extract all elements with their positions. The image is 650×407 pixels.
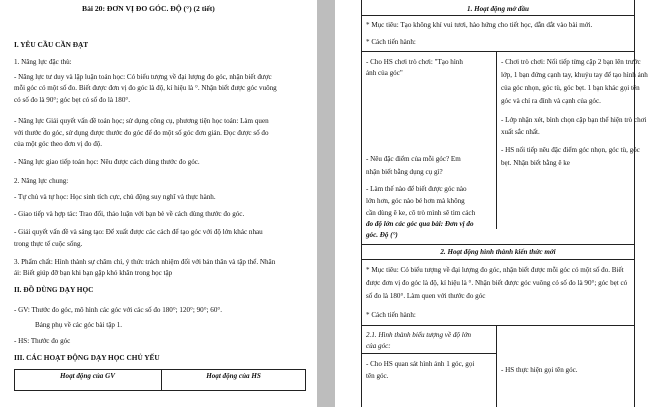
column-divider — [496, 325, 497, 407]
teacher-activity-line: ảnh của góc" — [366, 69, 403, 77]
objective-text: * Mục tiêu: Tạo không khí vui tươi, hào hứng cho tiết học, dẫn dắt vào bài mới. — [366, 21, 593, 29]
paragraph-line: - Tự chủ và tự học: Học sinh tích cực, chủ động suy nghĩ và thực hành. — [14, 193, 216, 201]
paragraph-line: - Năng lực Giải quyết vấn đề toán học; sử dụng công cụ, phương tiện học toán: Làm quen — [14, 117, 269, 125]
student-activity-line: lớp, 1 bạn đứng cạnh tay, khuỷu tay để tạo hình ảnh — [501, 71, 648, 79]
left-page — [0, 0, 317, 407]
student-activity-line: góc và chỉ ra đỉnh và cạnh của góc. — [501, 97, 601, 105]
teacher-activity-line: của góc: — [366, 342, 391, 350]
activity-heading-opening: 1. Hoạt động mở đầu — [467, 5, 529, 13]
section-heading-requirements: I. YÊU CẦU CẦN ĐẠT — [14, 40, 89, 49]
procedure-label: * Cách tiến hành: — [366, 38, 416, 46]
paragraph-line: - Giao tiếp và hợp tác: Trao đổi, thảo luận với bạn bè về cách dùng thước đo góc. — [14, 210, 245, 218]
lesson-title: Bài 20: ĐƠN VỊ ĐO GÓC. ĐỘ (°) (2 tiết) — [82, 4, 215, 13]
teacher-activity-line: nhận biết bằng dụng cụ gì? — [366, 168, 443, 176]
paragraph-line: mỗi góc có một số đo. Biết được đơn vị đo góc là độ, kí hiệu là °. Nhận biết được góc vuông — [14, 84, 277, 92]
paragraph-line: - Giải quyết vấn đề và sáng tạo: Để xuất được các cách để tạo góc với độ lớn khác nhau — [14, 228, 263, 236]
column-header-student: Hoạt động của HS — [206, 372, 261, 380]
objective-text: được đơn vị đo góc là độ, kí hiệu là °. Nhận biết được góc vuông có số đo là 90°; góc bẹt có — [366, 279, 628, 287]
column-divider — [496, 51, 497, 229]
student-activity-line: bẹt. Nhận biết bằng ê ke — [501, 159, 570, 167]
student-activity-line: - HS nối tiếp nêu đặc điểm góc nhọn, góc tù, góc — [501, 146, 640, 154]
teacher-activity-line: - Cho HS chơi trò chơi: "Tạo hình — [366, 58, 463, 66]
section-heading-materials: II. ĐỒ DÙNG DẠY HỌC — [14, 285, 94, 294]
row-divider — [361, 353, 496, 354]
paragraph-line: - Năng lực tư duy và lập luận toán học: Có biểu tượng về đại lượng đo góc, nhận biết được — [14, 73, 272, 81]
activity-heading-new-knowledge: 2. Hoạt động hình thành kiến thức mới — [440, 248, 556, 256]
paragraph-line: Bảng phụ về các góc bài tập 1. — [35, 321, 123, 329]
paragraph-line: trong thực tế cuộc sống. — [14, 240, 83, 248]
right-page — [335, 0, 650, 407]
teacher-activity-line: tên góc. — [366, 372, 389, 380]
teacher-activity-line: 2.1. Hình thành biểu tượng về độ lớn — [366, 331, 472, 339]
student-activity-line: - Lớp nhận xét, bình chọn cặp bạn thể hiện trò chơi — [501, 116, 647, 124]
student-activity-line: của góc nhọn, góc tù, góc bẹt. 1 bạn khác gọi tên — [501, 84, 640, 92]
teacher-activity-line: góc. Độ (°) — [366, 231, 398, 239]
procedure-label: * Cách tiến hành: — [366, 311, 416, 319]
paragraph-line: ái: Biết giúp đỡ bạn khi bạn gặp khó khăn trong học tập — [14, 269, 173, 277]
teacher-activity-line: cần dùng ê ke, cô trò mình sẽ tìm cách — [366, 209, 476, 217]
student-activity-line: xuất sắc nhất. — [501, 128, 540, 136]
subheading-specific-competence: 1. Năng lực đặc thù: — [14, 58, 72, 66]
objective-text: * Mục tiêu: Có biểu tượng về đại lượng đo góc, nhận biết được mỗi góc có một số đo. Biết — [366, 266, 624, 274]
teacher-activity-line: - Nêu đặc điểm của mỗi góc? Em — [366, 155, 461, 163]
row-divider — [361, 325, 635, 326]
teacher-activity-line: - Cho HS quan sát hình ảnh 1 góc, gọi — [366, 360, 475, 368]
row-divider — [361, 15, 635, 16]
paragraph-line: - Năng lực giao tiếp toán học: Nêu được cách dùng thước đo góc. — [14, 158, 200, 166]
row-divider — [361, 51, 635, 52]
paragraph-line: - HS: Thước đo góc — [14, 337, 71, 345]
teacher-activity-line: lớn hơn, góc nào bé hơn mà không — [366, 197, 465, 205]
teacher-activity-line: đo độ lớn các góc qua bài: Đơn vị đo — [366, 220, 474, 228]
subheading-general-competence: 2. Năng lực chung: — [14, 177, 69, 185]
student-activity-line: - Chơi trò chơi: Nối tiếp từng cặp 2 bạn lên trước — [501, 58, 641, 66]
student-activity-line: - HS thực hiện gọi tên góc. — [501, 366, 578, 374]
paragraph-line: có số đo là 90°; góc bẹt có số đo là 180°. — [14, 96, 131, 104]
paragraph-line: - GV: Thước đo góc, mô hình các góc với các số đo 180°; 120°; 90°; 60°. — [14, 306, 223, 314]
section-heading-activities: III. CÁC HOẠT ĐỘNG DẠY HỌC CHỦ YẾU — [14, 353, 160, 362]
paragraph-line: của một góc theo đơn vị đo độ. — [14, 140, 103, 148]
row-divider — [361, 259, 635, 260]
paragraph-line: 3. Phẩm chất: Hình thành sự chăm chỉ, ý thức trách nhiệm đối với bản thân và tập thể. Nhân — [14, 258, 276, 266]
column-header-teacher: Hoạt động của GV — [60, 372, 115, 380]
objective-text: số đo là 180°. Làm quen với thước đo góc — [366, 292, 486, 300]
teacher-activity-line: - Làm thế nào để biết được góc nào — [366, 185, 467, 193]
row-divider — [361, 244, 635, 245]
paragraph-line: với thước đo góc, sử dụng được thước đo góc để đo một số góc đơn giản. Đọc được số đo — [14, 129, 269, 137]
